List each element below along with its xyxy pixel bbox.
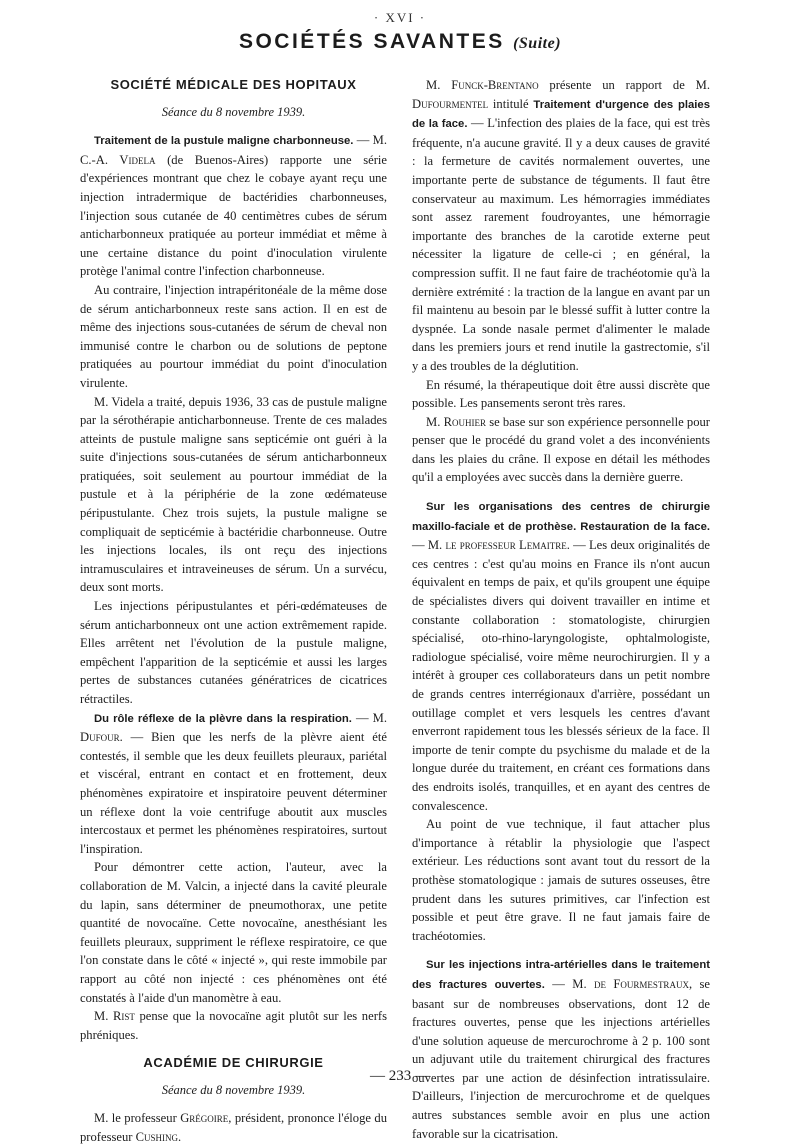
body-text: . — [178, 1130, 182, 1145]
running-section-number: · XVI · — [373, 10, 427, 25]
author-lemaitre: M. le professeur Lemaitre — [427, 538, 567, 553]
paragraph-plevre — [80, 709, 387, 859]
paragraph-rouhier — [412, 413, 710, 487]
paragraph-body: Au contraire, l'injection intrapéritonéale de la même dose de sérum anticharbonneux reste sans action. Il en est de même des injections sous-cutanées de sérum de cheval non immunisé contre le charbon ou de solutions de peptone pratiquées au pourtour immédiat du point d'inoculation virulente. — [80, 282, 387, 390]
paragraph-centres-chirurgie — [412, 497, 710, 815]
paragraph-body: En résumé, la thérapeutique doit être aussi discrète que possible. Les pansements seront très rares. — [412, 377, 710, 411]
body-text: pense que la novocaïne agit plutôt sur les nerfs phréniques. — [80, 1009, 387, 1042]
dash-separator: — — [353, 133, 373, 148]
spacer — [412, 945, 710, 955]
paragraph-rist — [80, 1007, 387, 1044]
body-text: . — Bien que les nerfs de la plèvre aient été contestés, il semble que les deux feuillets pleuraux, pariétal et viscéral, entrant en contact et en frottement, deux phénomènes expiratoire et inspiratoire peuvent déterminer un réflexe dont la voie centrifuge aboutit aux muscles intercostaux et permet les phénomènes respiratoires, surtout l'inspiration. — [80, 730, 387, 856]
author-rist: M. Rist — [94, 1009, 135, 1024]
paragraph-eloge — [80, 1109, 387, 1146]
author-funck-brentano: M. Funck-Brentano — [426, 78, 539, 92]
seance-date-medicale: Séance du 8 novembre 1939. — [161, 104, 306, 119]
author-cushing: Cushing — [135, 1130, 179, 1145]
page-title-suffix: (Suite) — [513, 35, 562, 52]
article-title-plevre: Du rôle réflexe de la plèvre dans la respiration. — [94, 712, 352, 725]
article-title-pustule: Traitement de la pustule maligne charbonneuse. — [94, 135, 354, 148]
author-fourmestraux: M. de Fourmestraux — [572, 976, 689, 991]
body-text: intitulé — [488, 96, 534, 111]
paragraph-body: M. Videla a traité, depuis 1936, 33 cas de pustule maligne par la sérothérapie anticharbonneuse. Trente de ces malades atteints de pustule maligne sans septicémie ont guéri à la suite d'injections sous-cutanées de sérum anticharbonneux pratiquées, soit seulement au pourtour immédiat de la pustule et à la périphérie de la zone œdémateuse péripustulante. Chez trois sujets, la pustule maligne se compliquait de septicémie à bactéridie charbonneuse. Outre les injections locales, ils ont reçu des injections intramusculaires et intraveineuses de sérum. Un a survécu, deux sont morts. — [80, 394, 387, 595]
paragraph-body: Pour démontrer cette action, l'auteur, avec la collaboration de M. Valcin, a injecté dans la cavité pleurale du lapin, sans déterminer de pneumothorax, une petite quantité de novocaïne. Cette novocaïne, anesthésiant les feuillets pleuraux, suppriment le réflexe respiratoire, ce que l'on constate dans le côté « injecté », qui reste immobile par rapport au côté non injecté : ces phénomènes ont été constatés à l'aide d'un manomètre à eau. — [80, 860, 387, 1005]
dash-separator: — — [351, 710, 373, 725]
society-heading-medicale: SOCIÉTÉ MÉDICALE DES HOPITAUX — [110, 77, 357, 92]
body-text: , se basant sur de nombreuses observations, dont 12 de fractures ouvertes, pense que les injections artérielles d'une solution aqueuse de mercurochrome à 2 p. 100 sont un adjuvant utile du traitement chirurgical des fractures ouvertes par une action de désinfection intratissulaire. D'ailleurs, l'injection de mercurochrome et de quelques autres substances semble avoir en plus une action favorable sur la cicatrisation. — [412, 976, 711, 1141]
society-heading-chirurgie: ACADÉMIE DE CHIRURGIE — [143, 1055, 324, 1071]
paragraph-plaies-face — [412, 76, 710, 376]
body-text: — L'infection des plaies de la face, qui est très fréquente, n'a aucune gravité. Il y a deux causes de gravité : la fermeture de cavités normalement ouvertes, une importante perte de substance de téguments. Il faut être conservateur au maximum. Les hémorragies immédiates sont assez rarement foudroyantes, une hémorragie importante des branches de la carotide externe peut nécessiter la ligature de celle-ci ; en général, la compression suffit. Il ne faut faire de trachéotomie qu'à la dernière extrémité : la traction de la langue en avant par un fil maintenu au besoin par le blessé suffit à lutter contre la dyspnée. La sonde nasale permet d'alimenter le malade dans les premiers jours et rend inutile la gastrectomie, s'il y a des troubles de la déglutition. — [412, 116, 710, 373]
article-title-centres: Sur les organisations des centres de chirurgie maxillo-faciale et de prothèse. Restauration de la face. — [412, 501, 710, 533]
dash-separator: — — [544, 976, 573, 991]
body-text: (de Buenos-Aires) rapporte une série d'expériences montrant que chez le cobaye ayant reçu une injection intradermique de bactéridies charbonneuses, l'injection sous cutanée de 40 centimètres cubes de sérum anticharbonneux pratiquée au porteur immédiat et même à une certaine distance du point d'inoculation virulente protège l'animal contre l'infection charbonneuse. — [80, 152, 387, 279]
page-title-text: SOCIÉTÉS SAVANTES — [238, 30, 505, 53]
dash-separator: — — [412, 538, 428, 553]
body-text: se base sur son expérience personnelle pour penser que le procédé du grand volet a des inconvénients dans les plaies du crâne. Il expose en détail les méthodes qu'il a employées avec succès dans la dernière guerre. — [412, 414, 710, 485]
page-title — [0, 30, 800, 54]
paragraph-body: Au point de vue technique, il faut attacher plus d'importance à rétablir la physiologie que l'aspect extérieur. Les réductions sont avant tout du ressort de la prothèse stomatologique : jamais de sutures osseuses, être prudent dans les sutures primitives, car l'infection est possible et peut être grave. Il ne faut jamais faire de trachéotomies. — [412, 817, 710, 943]
body-text: , président, prononce l'éloge du professeur — [80, 1111, 387, 1145]
author-dufourmentel: Dufourmentel — [412, 96, 489, 111]
page-number: — 233 — — [370, 1068, 430, 1084]
article-title-plaies: Traitement d'urgence des plaies de la face. — [412, 98, 710, 131]
seance-date-chirurgie: Séance du 8 novembre 1939. — [161, 1082, 306, 1097]
author-rouhier: M. Rouhier — [426, 414, 486, 429]
right-column — [412, 76, 710, 1143]
body-text: . — Les deux originalités de ces centres : c'est qu'au moins en France ils n'ont aucun équivalent en temps de paix, et qu'ils groupent une équipe de spécialistes divers qui doivent travailler en intime et constante collaboration : stomatologiste, chirurgien spécialisé, oto-rhino-laryngologiste, ophtalmologiste, radiologue spécialisé, voire même neurochirurgien. Il y a intérêt à grouper ces collaborateurs dans un petit nombre de grands centres interrégionaux d'arrière, possédant un outillage complet et vers lesquels les centres d'avant enverront rapidement tous les blessés sérieux de la face. Il importe de tenir compte du psychisme du malade et de la longue durée du traitement, en créant ces formations dans des endroits isolés, tranquilles, et en ayant des centres de convalescence. — [412, 538, 710, 813]
left-column — [80, 76, 387, 1147]
paragraph-body: Les injections péripustulantes et péri-œdémateuses de sérum anticharbonneux ont une action extrêmement rapide. Elles arrêtent net l'évolution de la pustule maligne, empêchent l'apparition de la septicémie et aussi les larges pertes de substances cutanées génératrices de cicatrices rétractiles. — [80, 599, 387, 706]
spacer — [412, 487, 710, 497]
body-text: M. le professeur — [94, 1111, 181, 1126]
paragraph-pustule-maligne — [80, 131, 387, 281]
author-gregoire: Grégoire — [180, 1111, 229, 1126]
spacer — [80, 1044, 387, 1054]
paragraph-injections-arterielles — [412, 955, 710, 1143]
author-dufour: M. Dufour — [80, 710, 388, 745]
article-title-injections: Sur les injections intra-artérielles dans le traitement des fractures ouvertes. — [412, 959, 710, 991]
author-videla: M. C.-A. Videla — [80, 133, 388, 167]
body-text: présente un rapport de M. — [538, 78, 710, 92]
